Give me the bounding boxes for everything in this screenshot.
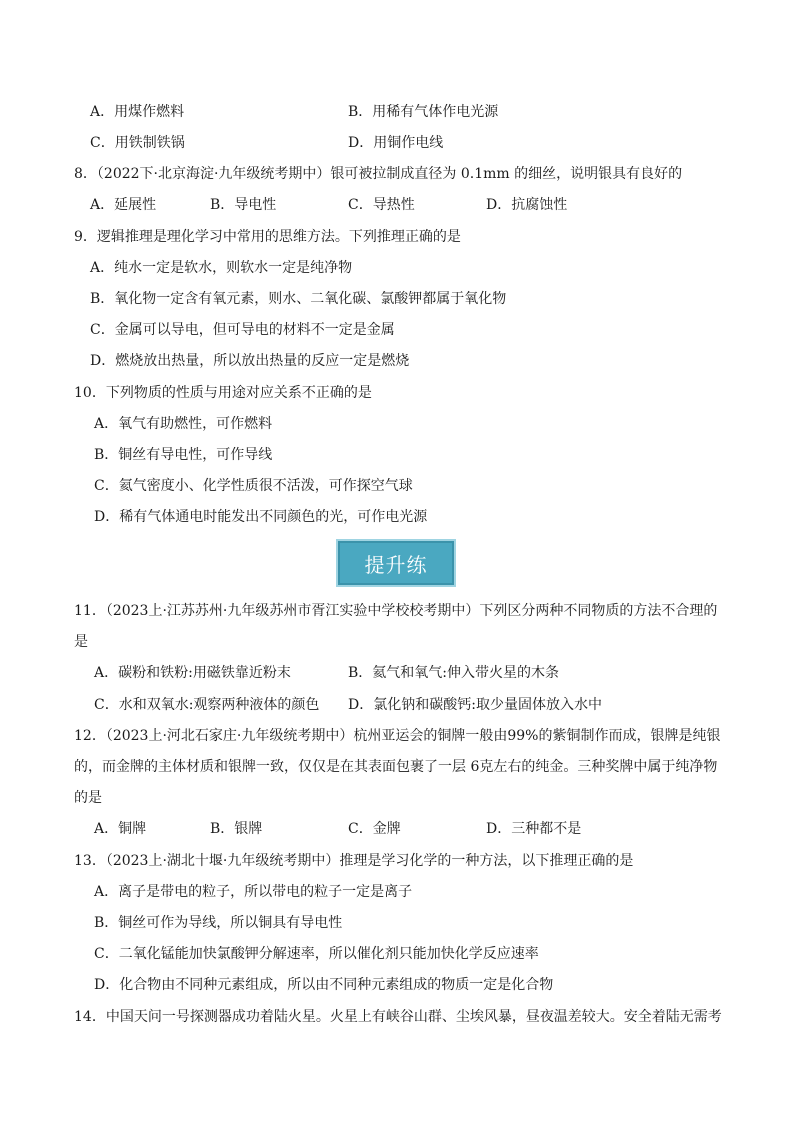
q8-stem: 8．（2022下·北京海淀·九年级统考期中）银可被拉制成直径为 0.1mm 的细丝，说明银具有良好的 xyxy=(74,166,683,182)
q10-option-c: C．氦气密度小、化学性质很不活泼，可作探空气球 xyxy=(94,478,413,494)
q12-stem-line-2: 的，而金牌的主体材质和银牌一致，仅仅是在其表面包裹了一层 6克左右的纯金。三种奖牌中属于纯净物 xyxy=(74,759,718,775)
q7-option-d: D．用铜作电线 xyxy=(348,135,444,151)
q12-option-d: D．三种都不是 xyxy=(486,821,582,837)
q12-option-c: C．金牌 xyxy=(348,821,401,837)
q7-option-c: C．用铁制铁锅 xyxy=(90,135,185,151)
q12-stem-line-3: 的是 xyxy=(74,790,102,806)
q10-option-b: B．铜丝有导电性，可作导线 xyxy=(94,447,273,463)
q13-option-c: C．二氧化锰能加快氯酸钾分解速率，所以催化剂只能加快化学反应速率 xyxy=(94,946,539,962)
q14-stem: 14．中国天问一号探测器成功着陆火星。火星上有峡谷山群、尘埃风暴，昼夜温差较大。安全着陆无需考 xyxy=(74,1009,722,1025)
q13-stem: 13．（2023上·湖北十堰·九年级统考期中）推理是学习化学的一种方法，以下推理正确的是 xyxy=(74,853,634,869)
q8-option-d: D．抗腐蚀性 xyxy=(486,197,568,213)
q11-stem-line-2: 是 xyxy=(74,634,88,650)
q10-option-a: A．氧气有助燃性，可作燃料 xyxy=(94,416,273,432)
q10-stem: 10．下列物质的性质与用途对应关系不正确的是 xyxy=(74,385,372,401)
section-badge xyxy=(336,539,456,587)
q7-option-b: B．用稀有气体作电光源 xyxy=(348,104,499,120)
section-badge-label: 提升练 xyxy=(364,552,428,577)
q9-stem: 9．逻辑推理是理化学习中常用的思维方法。下列推理正确的是 xyxy=(74,229,461,245)
q7-option-a: A．用煤作燃料 xyxy=(90,104,185,120)
q12-stem-line-1: 12．（2023上·河北石家庄·九年级统考期中）杭州亚运会的铜牌一般由99%的紫铜制作而成，银牌是纯银 xyxy=(74,728,721,744)
q13-option-d: D．化合物由不同种元素组成，所以由不同种元素组成的物质一定是化合物 xyxy=(94,977,554,993)
q9-option-d: D．燃烧放出热量，所以放出热量的反应一定是燃烧 xyxy=(90,353,410,369)
q12-option-b: B．银牌 xyxy=(210,821,263,837)
q11-option-a: A．碳粉和铁粉:用磁铁靠近粉末 xyxy=(94,665,291,681)
q10-option-d: D．稀有气体通电时能发出不同颜色的光，可作电光源 xyxy=(94,509,428,525)
q8-option-a: A．延展性 xyxy=(90,197,157,213)
q12-option-a: A．铜牌 xyxy=(94,821,147,837)
q11-stem-line-1: 11．（2023上·江苏苏州·九年级苏州市胥江实验中学校校考期中）下列区分两种不同物质的方法不合理的 xyxy=(74,603,718,619)
q11-option-c: C．水和双氧水:观察两种液体的颜色 xyxy=(94,697,320,713)
q13-option-b: B．铜丝可作为导线，所以铜具有导电性 xyxy=(94,915,343,931)
q9-option-a: A．纯水一定是软水，则软水一定是纯净物 xyxy=(90,260,353,276)
q11-option-d: D．氯化钠和碳酸钙:取少量固体放入水中 xyxy=(348,697,602,713)
q13-option-a: A．离子是带电的粒子，所以带电的粒子一定是离子 xyxy=(94,884,413,900)
q11-option-b: B．氦气和氧气:伸入带火星的木条 xyxy=(348,665,560,681)
q8-option-b: B．导电性 xyxy=(210,197,277,213)
q9-option-c: C．金属可以导电，但可导电的材料不一定是金属 xyxy=(90,322,395,338)
q9-option-b: B．氧化物一定含有氧元素，则水、二氧化碳、氯酸钾都属于氧化物 xyxy=(90,291,507,307)
q8-option-c: C．导热性 xyxy=(348,197,415,213)
